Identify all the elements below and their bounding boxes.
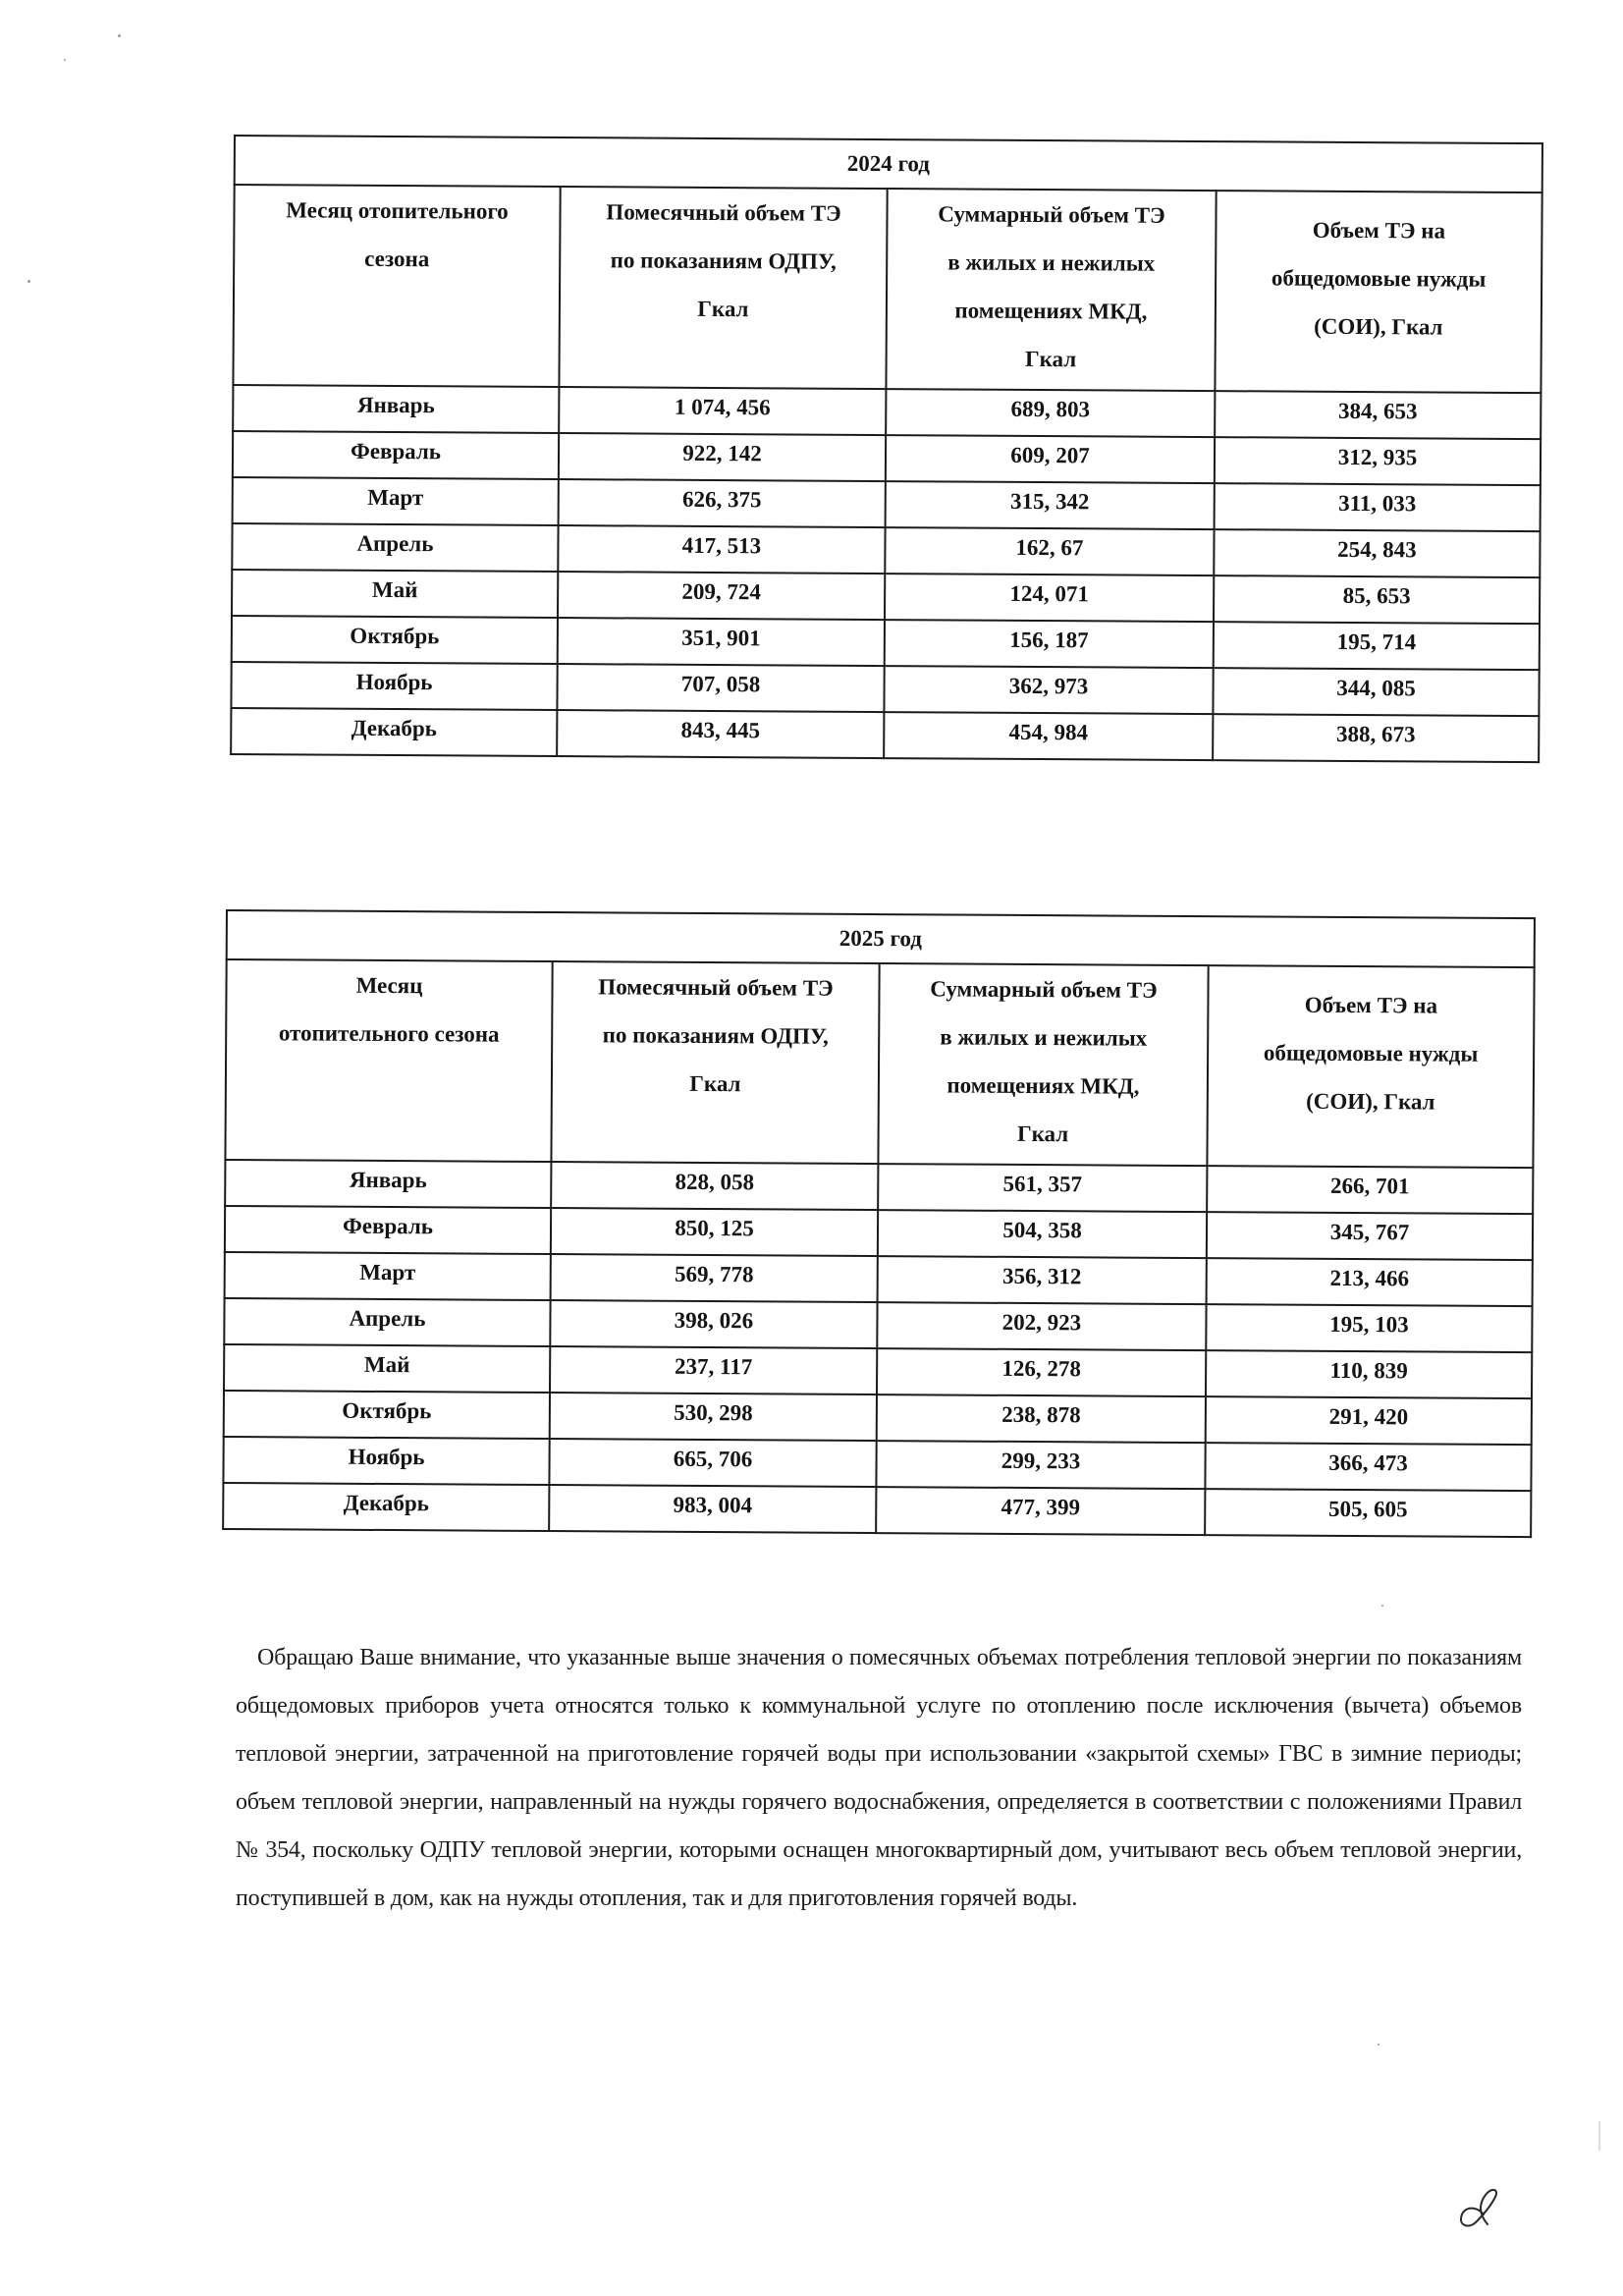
table-row — [224, 1344, 1532, 1398]
value-cell: 626, 375 — [559, 479, 886, 527]
table-row — [224, 1391, 1532, 1445]
value-cell: 85, 653 — [1214, 575, 1540, 624]
value-cell: 299, 233 — [876, 1441, 1205, 1489]
header-line: по показаниям ОДПУ, — [602, 1022, 829, 1049]
column-header-monthly-volume — [551, 961, 879, 1164]
value-cell: 417, 513 — [558, 525, 885, 574]
header-line: отопительного сезона — [278, 1020, 500, 1047]
header-line: по показаниям ОДПУ, — [610, 247, 837, 274]
header-line: Помесячный объем ТЭ — [606, 199, 841, 226]
table-year-title: 2024 год — [235, 136, 1542, 192]
value-cell: 344, 085 — [1213, 668, 1539, 716]
value-cell: 238, 878 — [877, 1394, 1206, 1443]
header-line: Помесячный объем ТЭ — [598, 974, 834, 1001]
value-cell: 665, 706 — [549, 1439, 876, 1487]
month-cell: Апрель — [224, 1298, 550, 1346]
month-cell: Декабрь — [231, 708, 557, 756]
column-header-common-needs — [1215, 191, 1542, 393]
table-row — [233, 477, 1541, 531]
header-line: Месяц отопительного — [286, 197, 509, 224]
column-header-month — [233, 185, 560, 387]
table-row — [233, 385, 1541, 439]
header-line: сезона — [364, 246, 430, 272]
value-cell: 850, 125 — [551, 1208, 878, 1256]
month-cell: Май — [224, 1344, 550, 1393]
value-cell: 504, 358 — [878, 1210, 1207, 1258]
header-line: в жилых и нежилых — [940, 1024, 1148, 1051]
value-cell: 530, 298 — [550, 1393, 877, 1441]
value-cell: 505, 605 — [1205, 1489, 1531, 1537]
month-cell: Февраль — [225, 1206, 551, 1254]
value-cell: 689, 803 — [886, 389, 1215, 437]
value-cell: 345, 767 — [1207, 1212, 1533, 1260]
value-cell: 311, 033 — [1215, 483, 1541, 531]
month-cell: Май — [232, 570, 558, 618]
month-cell: Октябрь — [224, 1391, 550, 1439]
value-cell: 195, 103 — [1206, 1304, 1532, 1352]
table-row — [224, 1298, 1532, 1352]
body-paragraph: Обращаю Ваше внимание, что указанные выше значения о помесячных объемах потребления тепловой энергии по показаниям общедомовых приборов учета относятся только к коммунальной услуге по отоплению после исключения (вычета) объемов тепловой энергии, затраченной на приготовление горячей воды при использовании «закрытой схемы» ГВС в зимние периоды; объем тепловой энергии, направленный на нужды горячего водоснабжения, определяется в соответствии с положениями Правил № 354, поскольку ОДПУ тепловой энергии, которыми оснащен многоквартирный дом, учитывают весь объем тепловой энергии, поступившей в дом, как на нужды отопления, так и для приготовления горячей воды. — [236, 1645, 1522, 1911]
table-row — [225, 1160, 1533, 1214]
value-cell: 922, 142 — [559, 433, 886, 481]
scan-speck — [1378, 2044, 1380, 2046]
header-line: Суммарный объем ТЭ — [938, 201, 1165, 228]
value-cell: 828, 058 — [551, 1162, 878, 1210]
month-cell: Ноябрь — [231, 662, 557, 710]
value-cell: 124, 071 — [885, 574, 1214, 622]
value-cell: 351, 901 — [558, 618, 885, 666]
scan-speck — [118, 34, 121, 37]
header-line: Гкал — [697, 296, 749, 322]
value-cell: 843, 445 — [557, 710, 884, 758]
table-row — [231, 708, 1539, 762]
column-header-common-needs — [1207, 965, 1534, 1168]
value-cell: 384, 653 — [1215, 391, 1541, 439]
value-cell: 983, 004 — [549, 1485, 876, 1533]
value-cell: 110, 839 — [1206, 1350, 1532, 1398]
table-row — [225, 1206, 1533, 1260]
value-cell: 291, 420 — [1206, 1396, 1532, 1445]
value-cell: 213, 466 — [1207, 1258, 1533, 1306]
value-cell: 254, 843 — [1214, 529, 1540, 577]
value-cell: 209, 724 — [558, 572, 885, 620]
header-line: Месяц — [355, 972, 423, 999]
month-cell: Ноябрь — [223, 1437, 549, 1485]
scan-speck — [64, 59, 66, 61]
scan-speck — [1598, 2121, 1600, 2151]
month-cell: Январь — [233, 385, 559, 433]
table-row — [225, 1252, 1533, 1306]
value-cell: 707, 058 — [557, 664, 884, 712]
column-header-monthly-volume — [559, 187, 887, 389]
month-cell: Октябрь — [232, 616, 558, 664]
column-header-total-volume — [886, 189, 1216, 391]
value-cell: 156, 187 — [885, 620, 1214, 668]
value-cell: 362, 973 — [884, 666, 1213, 714]
table-row — [232, 523, 1540, 577]
table-year-title: 2025 год — [227, 910, 1535, 967]
table-body — [231, 385, 1541, 762]
month-cell: Март — [233, 477, 559, 525]
table-2024 — [230, 135, 1543, 763]
header-line: Гкал — [1016, 1121, 1069, 1147]
month-cell: Апрель — [232, 523, 558, 572]
header-line: Объем ТЭ на — [1312, 217, 1446, 244]
column-header-month — [225, 959, 552, 1162]
month-cell: Январь — [225, 1160, 551, 1208]
header-line: Объем ТЭ на — [1304, 992, 1438, 1018]
value-cell: 315, 342 — [886, 481, 1215, 529]
header-line: Гкал — [689, 1070, 741, 1097]
month-cell: Декабрь — [223, 1483, 549, 1531]
table-row — [223, 1483, 1531, 1537]
value-cell: 356, 312 — [878, 1256, 1207, 1304]
value-cell: 561, 357 — [878, 1164, 1207, 1212]
value-cell: 162, 67 — [885, 527, 1214, 575]
value-cell: 1 074, 456 — [559, 387, 886, 435]
value-cell: 609, 207 — [886, 435, 1215, 483]
header-line: Гкал — [1024, 346, 1077, 372]
value-cell: 388, 673 — [1213, 714, 1539, 762]
header-line: Суммарный объем ТЭ — [930, 976, 1158, 1003]
column-header-total-volume — [878, 963, 1208, 1166]
value-cell: 366, 473 — [1205, 1443, 1531, 1491]
scan-speck — [1381, 1605, 1383, 1607]
value-cell: 195, 714 — [1214, 622, 1540, 670]
table-2025 — [222, 909, 1536, 1538]
header-line: помещениях МКД, — [947, 1072, 1140, 1099]
header-line: (СОИ), Гкал — [1306, 1088, 1435, 1115]
month-cell: Февраль — [233, 431, 559, 479]
scan-speck — [27, 280, 30, 283]
value-cell: 202, 923 — [877, 1302, 1206, 1350]
header-line: (СОИ), Гкал — [1314, 313, 1443, 340]
value-cell: 266, 701 — [1207, 1166, 1533, 1214]
table-row — [232, 616, 1540, 670]
month-cell: Март — [225, 1252, 551, 1300]
table-header-row — [233, 185, 1542, 393]
value-cell: 237, 117 — [550, 1346, 877, 1394]
table-row — [223, 1437, 1531, 1491]
table-row — [231, 662, 1539, 716]
header-line: общедомовые нужды — [1263, 1040, 1479, 1066]
handwritten-page-number-icon — [1456, 2185, 1505, 2234]
header-line: общедомовые нужды — [1271, 265, 1487, 292]
value-cell: 398, 026 — [550, 1300, 877, 1348]
value-cell: 312, 935 — [1215, 437, 1541, 485]
table-body — [223, 1160, 1533, 1537]
table-row — [232, 570, 1540, 624]
value-cell: 126, 278 — [877, 1348, 1206, 1396]
table-header-row — [225, 959, 1534, 1168]
value-cell: 454, 984 — [884, 712, 1213, 760]
header-line: в жилых и нежилых — [947, 249, 1156, 276]
value-cell: 477, 399 — [876, 1487, 1205, 1535]
table-row — [233, 431, 1541, 485]
header-line: помещениях МКД, — [954, 298, 1148, 324]
value-cell: 569, 778 — [551, 1254, 878, 1302]
